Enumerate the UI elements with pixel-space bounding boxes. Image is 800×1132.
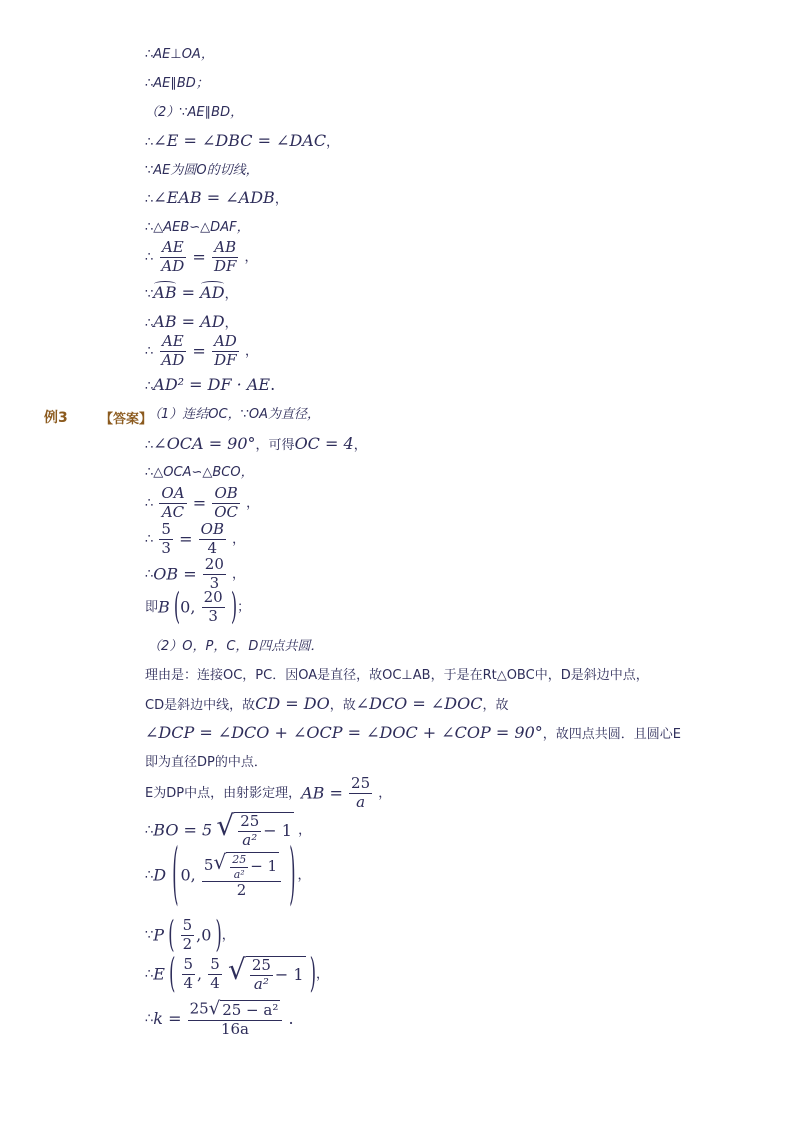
numerator: 5: [161, 520, 171, 538]
line-point-b: [145, 584, 251, 628]
line-similar-oca-bco: ∴△OCA∽△BCO，: [145, 465, 254, 480]
denominator: AD: [161, 256, 185, 275]
line-ratio-1: [145, 240, 258, 275]
coefficient: 25: [189, 999, 209, 1018]
equation: AD² = DF · AE: [153, 375, 271, 394]
angle-equation: ∠E = ∠DBC = ∠DAC: [153, 131, 327, 150]
line-ratio-5-3: [145, 522, 245, 557]
numerator: AB: [214, 238, 237, 256]
numerator: 20: [203, 588, 223, 606]
therefore-symbol: ∴: [145, 135, 154, 150]
fraction: [203, 557, 226, 592]
punct: ，: [297, 867, 311, 883]
punct: ，: [326, 135, 340, 150]
fraction: [349, 776, 372, 811]
numerator: AE: [161, 238, 184, 256]
numerator: [202, 852, 281, 882]
line-cd-median: [145, 696, 508, 712]
text: ，故: [329, 698, 356, 713]
therefore-symbol: ∴: [145, 343, 154, 359]
example-label: 例3: [44, 410, 68, 426]
punct: ，: [246, 495, 260, 511]
punct: .: [288, 1008, 294, 1028]
punct: ，: [244, 249, 258, 265]
therefore-symbol: ∴: [145, 192, 154, 207]
numerator: [188, 1000, 283, 1021]
therefore-symbol: ∴: [145, 438, 154, 453]
line-center-e: 即为直径DP的中点．: [145, 755, 267, 770]
therefore-symbol: ∴: [145, 1011, 154, 1027]
denominator: 3: [208, 606, 218, 625]
line-part2-start: （2）∵AE∥BD，: [145, 105, 244, 120]
line-tangent: ∵AE为圆O的切线，: [145, 163, 259, 178]
answer-tag: 【答案】: [100, 412, 153, 427]
numerator: 5: [183, 955, 194, 973]
square-root: [209, 1000, 281, 1019]
fraction: [212, 486, 240, 521]
numerator: 20: [204, 555, 224, 573]
equation: CD = DO: [255, 694, 330, 713]
denominator: AD: [161, 350, 185, 369]
fraction: [212, 240, 238, 275]
fraction: [250, 958, 273, 993]
denominator: 3: [161, 538, 171, 557]
numerator: 25: [351, 774, 371, 792]
minus-one: − 1: [250, 857, 278, 876]
line-bo-value: [145, 809, 312, 849]
comma: ,: [197, 964, 203, 984]
coordinate-zero: ,0: [196, 925, 212, 945]
punct: .: [270, 375, 276, 394]
left-paren: (: [169, 949, 176, 997]
equals-sign: =: [192, 341, 206, 361]
numerator: 25: [251, 956, 271, 974]
line-arc-equal: [145, 285, 238, 301]
fraction: [181, 918, 195, 953]
equals-sign: =: [179, 529, 193, 549]
punct: ，: [232, 531, 246, 547]
point-name: E: [153, 964, 165, 984]
numerator: 5: [210, 955, 220, 973]
denominator: 2: [182, 934, 193, 953]
line-point-e: [145, 949, 329, 997]
fraction: [202, 590, 225, 625]
line-ab-ad: [145, 314, 238, 330]
equation: ∠DCP = ∠DCO + ∠OCP = ∠DOC + ∠COP = 90°: [145, 723, 543, 742]
numerator: OA: [161, 484, 185, 502]
radical-sign: √: [216, 809, 235, 842]
radicand: [234, 812, 294, 849]
denominator: 4: [183, 973, 194, 992]
right-paren: ): [289, 833, 296, 914]
therefore-symbol: ∴: [145, 495, 154, 511]
equation: AB = AD: [153, 312, 225, 331]
line-ab-value: [145, 776, 391, 811]
fraction: [208, 957, 222, 992]
therefore-symbol: ∴: [145, 316, 154, 331]
because-symbol: ∵: [145, 287, 154, 302]
text: ，故四点共圆．且圆心E: [542, 727, 681, 742]
fraction: [159, 240, 186, 275]
denominator: 3: [209, 573, 220, 592]
line-angle-e: [145, 133, 339, 149]
square-root: [227, 953, 306, 993]
punct: ，: [298, 822, 312, 838]
denominator: 4: [207, 538, 218, 557]
point-name: P: [153, 925, 165, 945]
denominator: OC: [214, 502, 239, 521]
left-paren: (: [172, 833, 179, 914]
coefficient: 5: [203, 856, 214, 875]
arc-ab: AB: [153, 283, 177, 302]
therefore-symbol: ∴: [145, 822, 154, 838]
line-ae-perp-oa: ∴AE⊥OA，: [145, 47, 214, 62]
denominator: a: [356, 792, 366, 811]
square-root: [213, 852, 279, 880]
line-angle-dcp: [145, 725, 681, 741]
denominator: 16a: [220, 1019, 249, 1038]
equals-sign: =: [192, 247, 206, 267]
punct: ，: [274, 192, 288, 207]
line-angle-oca: [145, 436, 367, 452]
denominator: AC: [161, 502, 185, 521]
minus-one: − 1: [274, 965, 304, 985]
fraction: [188, 1000, 283, 1038]
equation: OB =: [153, 564, 197, 584]
denominator: 4: [210, 973, 220, 992]
line-ratio-oa-ac: [145, 486, 259, 521]
punct: ，: [224, 316, 238, 331]
radical-sign: √: [227, 953, 246, 986]
line-angle-eab: [145, 190, 288, 206]
fraction: [182, 957, 196, 992]
coordinate-zero: 0,: [180, 865, 196, 885]
angle-equation: ∠EAB = ∠ADB: [153, 188, 275, 207]
numerator: 25: [232, 853, 247, 866]
therefore-symbol: ∴: [145, 966, 154, 982]
punct: ，: [378, 785, 392, 801]
line-point-d: [145, 833, 311, 914]
punct: ，: [221, 927, 235, 943]
equation: BO = 5: [153, 820, 213, 840]
denominator: a²: [242, 830, 258, 849]
fraction: [199, 522, 226, 557]
line-ad-squared: [145, 377, 275, 393]
numerator: OB: [214, 484, 238, 502]
line-point-p: [145, 912, 235, 956]
fraction: [159, 334, 186, 369]
equation: ∠OCA = 90°: [153, 434, 256, 453]
line-ae-parallel-bd: ∴AE∥BD；: [145, 76, 209, 91]
fraction: [159, 522, 173, 557]
numerator: 25: [240, 812, 260, 830]
left-paren: (: [173, 584, 181, 628]
punct: ，: [315, 966, 329, 982]
text: （1）连结OC，∵OA为直径，: [148, 407, 320, 422]
square-root: [216, 809, 294, 849]
denominator: a²: [253, 974, 269, 993]
punct: ，: [244, 343, 258, 359]
equals-sign: =: [176, 283, 201, 302]
fraction: [238, 814, 261, 849]
left-paren: (: [168, 912, 175, 956]
line-reason: 理由是：连接OC，PC．因OA是直径，故OC⊥AB，于是在Rt△OBC中，D是斜边中点，: [145, 668, 649, 683]
arc-ad: AD: [200, 283, 225, 302]
right-paren: ): [309, 949, 316, 997]
text: 即: [145, 599, 159, 615]
radicand: 25 − a²: [222, 1000, 279, 1019]
numerator: AE: [161, 332, 184, 350]
text: E为DP中点，由射影定理，: [145, 785, 302, 801]
point-name: D: [153, 865, 167, 885]
text: CD是斜边中线，故: [145, 698, 256, 713]
fraction: [202, 852, 281, 899]
therefore-symbol: ∴: [145, 566, 154, 582]
punct: ，: [232, 566, 246, 582]
therefore-symbol: ∴: [145, 379, 154, 394]
line-part1-start: [148, 408, 320, 421]
fraction: [212, 334, 239, 369]
therefore-symbol: ∴: [145, 249, 154, 265]
line-part2: （2）O，P，C，D四点共圆．: [148, 639, 324, 654]
equals-sign: =: [192, 493, 207, 513]
denominator: DF: [213, 256, 237, 275]
right-paren: ): [215, 912, 222, 956]
numerator: OB: [200, 520, 224, 538]
equation: ∠DCO = ∠DOC: [355, 694, 483, 713]
therefore-symbol: ∴: [145, 867, 154, 883]
equation: k =: [153, 1008, 182, 1028]
therefore-symbol: ∴: [145, 531, 154, 547]
fraction: [159, 486, 186, 521]
fraction: [230, 854, 248, 880]
radical-sign: √: [213, 850, 227, 874]
point-name: B: [158, 597, 170, 617]
line-k-value: [145, 1000, 294, 1038]
denominator: 2: [236, 881, 247, 900]
because-symbol: ∵: [145, 927, 154, 943]
punct: ，: [353, 438, 367, 453]
text: ，故: [482, 698, 509, 713]
radical-sign: √: [208, 998, 221, 1019]
denominator: a²: [233, 867, 245, 881]
minus-one: − 1: [263, 821, 292, 841]
denominator: DF: [214, 350, 237, 369]
text: ，可得: [255, 438, 295, 453]
right-paren: ): [230, 584, 238, 628]
line-similar-triangles: ∴△AEB∽△DAF，: [145, 220, 250, 235]
equation: AB =: [301, 783, 343, 803]
numerator: 5: [182, 916, 193, 934]
equation: OC = 4: [294, 434, 354, 453]
punct: ；: [237, 599, 251, 615]
line-ratio-2: [145, 334, 258, 369]
numerator: AD: [213, 332, 237, 350]
radicand: [226, 852, 279, 880]
punct: ，: [224, 287, 238, 302]
radicand: [246, 956, 306, 993]
coordinate-zero: 0,: [180, 597, 196, 617]
